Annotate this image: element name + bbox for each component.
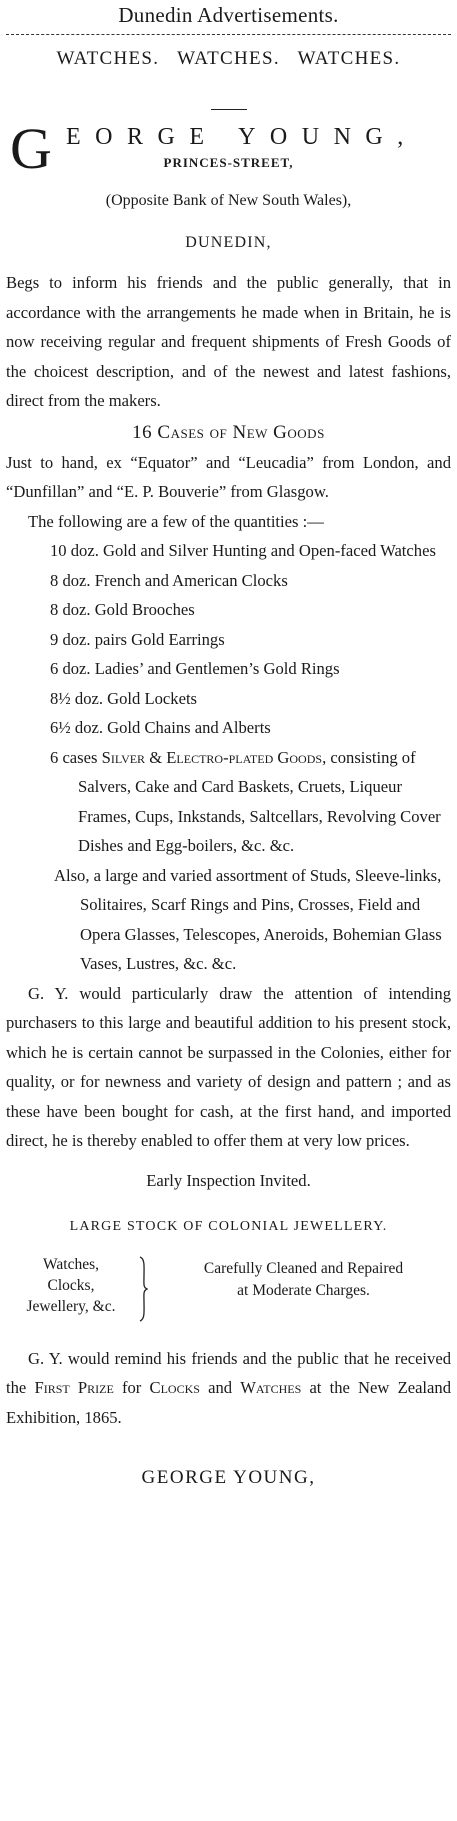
remind-mid: for: [113, 1378, 150, 1397]
remind-lead: G. Y. would remind his friends and the public that he received the: [6, 1348, 451, 1397]
city-line: DUNEDIN,: [185, 234, 272, 251]
first-prize-paragraph: [6, 1344, 451, 1433]
brace-icon: [138, 1256, 148, 1322]
watches-heading: WATCHES. WATCHES. WATCHES.: [56, 48, 401, 69]
clocks-text: Clocks: [149, 1378, 200, 1397]
repair-item: Clocks,: [47, 1276, 95, 1294]
cases-item-rest: , consisting of Salvers, Cake and Card Baskets, Cruets, Liqueur Frames, Cups, Inkstands, Saltcellars, Revolving Cover Dishes and Egg-boilers, &c. &c.: [78, 747, 441, 855]
also-paragraph: Also, a large and varied assortment of Studs, Sleeve-links, Solitaires, Scarf Rings and Pins, Crosses, Field and Opera Glasses, Telescopes, Aneroids, Bohemian Glass Vases, Lustres, &c. &c.: [54, 865, 442, 973]
first-prize-text: First Prize: [34, 1378, 114, 1397]
quantities-list: [6, 536, 451, 861]
remind-tail: at the New Zealand Exhibition, 1865.: [6, 1378, 452, 1427]
list-item: 8½ doz. Gold Lockets: [50, 688, 198, 708]
list-item: 8 doz. Gold Brooches: [50, 600, 195, 619]
opposite-line: (Opposite Bank of New South Wales),: [105, 192, 352, 209]
repair-item: Jewellery, &c.: [26, 1297, 116, 1315]
repair-item: Watches,: [43, 1255, 99, 1273]
street-address: PRINCES-STREET,: [163, 155, 294, 170]
cases-item-lead: 6 cases: [50, 747, 102, 767]
remind-mid: and: [199, 1378, 241, 1397]
cases-heading-text: 16 Cases of New Goods: [132, 421, 325, 443]
just-to-hand-paragraph: Just to hand, ex “Equator” and “Leucadia” from London, and “Dunfillan” and “E. P. Bouverie” from Glasgow.: [6, 452, 451, 501]
cases-heading: [6, 418, 451, 448]
list-item: 10 doz. Gold and Silver Hunting and Open-faced Watches: [50, 541, 436, 560]
repair-notice: [6, 1254, 451, 1338]
quantities-intro: The following are a few of the quantities :—: [28, 511, 324, 531]
watches-text: Watches: [240, 1378, 302, 1397]
list-item: 9 doz. pairs Gold Earrings: [50, 629, 225, 649]
advertiser-name-block: [6, 116, 451, 181]
repair-line: Carefully Cleaned and Repaired: [203, 1259, 404, 1277]
large-stock-heading: LARGE STOCK OF COLONIAL JEWELLERY.: [69, 1218, 388, 1234]
short-divider: [211, 109, 247, 110]
name-initial: G: [10, 116, 52, 181]
list-item-silver-goods: [6, 743, 451, 861]
masthead: Dunedin Advertisements.: [118, 3, 339, 27]
signature: GEORGE YOUNG,: [141, 1467, 316, 1488]
masthead-rule: [6, 34, 451, 35]
list-item: 6 doz. Ladies’ and Gentlemen’s Gold Rings: [50, 659, 340, 678]
gy-attention-paragraph: G. Y. would particularly draw the attention of intending purchasers to this large and beautiful addition to his present stock, which he is certain cannot be surpassed in the Colonies, either for quality, or for newness and variety of design and pattern ; and as these have been bought for cash, at the first hand, and imported direct, he is thereby enabled to offer them at very low prices.: [6, 983, 451, 1150]
early-inspection: Early Inspection Invited.: [146, 1170, 311, 1190]
repair-line: at Moderate Charges.: [237, 1281, 370, 1299]
cases-item-smallcaps: Silver & Electro-plated Goods: [101, 747, 323, 767]
repair-items: [6, 1254, 136, 1317]
list-item: 6½ doz. Gold Chains and Alberts: [50, 718, 271, 737]
intro-paragraph: Begs to inform his friends and the public generally, that in accordance with the arrangements he made when in Britain, he is now receiving regular and frequent shipments of Fresh Goods of the choicest description, and of the newest and latest fashions, direct from the makers.: [6, 273, 451, 410]
name-rest: EORGE YOUNG,: [66, 124, 418, 150]
repair-description: [156, 1258, 451, 1302]
list-item: 8 doz. French and American Clocks: [50, 570, 288, 590]
